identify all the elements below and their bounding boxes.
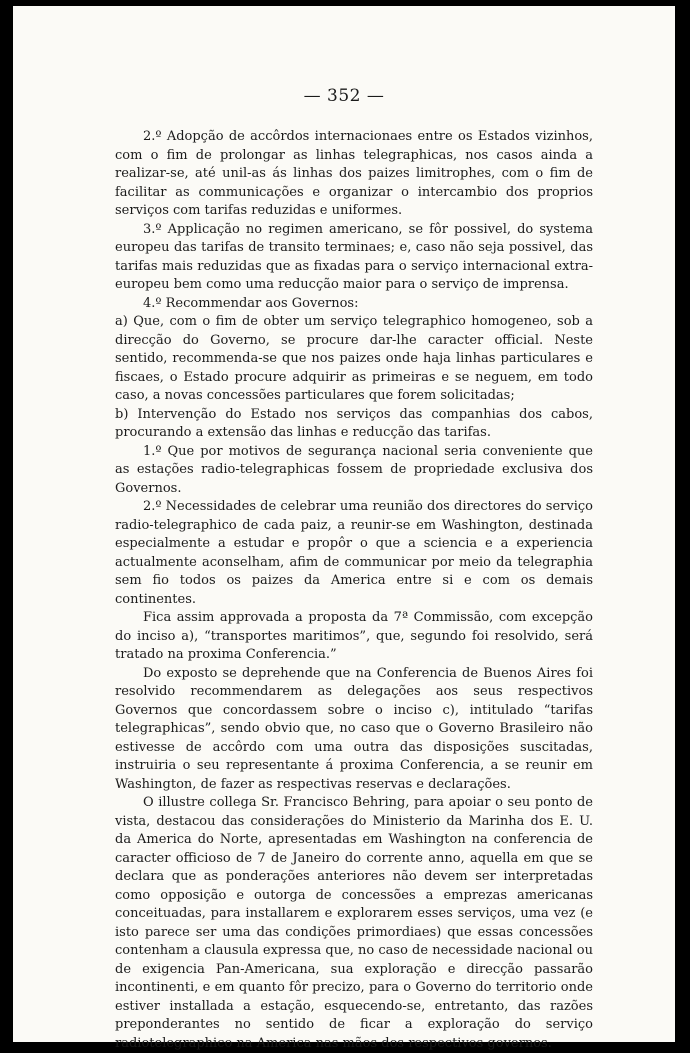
- paragraph-behring: O illustre collega Sr. Francisco Behring, para apoiar o seu ponto de vista, destacou das considerações do Ministerio da Marinha dos E. U. da America do Norte, apresentadas em Washington na conferencia de caracter officioso de 7 de Janeiro do corrente anno, aquella em que se declara que as ponderações anteriores não devem ser interpretadas como opposição e outorga de concessões a emprezas americanas conceituadas, para installarem e explorarem esses serviços, uma vez (e isto parece ser uma das condições primordiaes) que essas concessões contenham a clausula expressa que, no caso de necessidade nacional ou de exigencia Pan-Americana, sua exploração e direcção passarão incontinenti, e em quanto fôr precizo, para o Governo do territorio onde estiver installada a estação, esquecendo-se, entretanto, das razões preponderantes no sentido de ficar a exploração do serviço radiotelegraphico na America nas mãos dos respectivos governos.: [115, 795, 593, 1051]
- page-number: — 352 —: [303, 86, 385, 106]
- paragraph-item-3-tariffs: 3.º Applicação no regimen americano, se fôr possivel, do systema europeu das tarifas de transito terminaes; e, caso não seja possivel, das tarifas mais reduzidas que as fixadas para o serviço internacional extra-europeu bem como uma reducção maior para o serviço de imprensa.: [115, 221, 593, 292]
- paragraph-item-2-agreements: 2.º Adopção de accôrdos internacionaes entre os Estados vizinhos, com o fim de prolongar as linhas telegraphicas, nos casos ainda a realizar-se, até unil-as ás linhas dos paizes limitrophes, com o fim de facilitar as communicações e organizar o intercambio dos proprios serviços com tarifas reduzidas e uniformes.: [115, 129, 593, 218]
- paragraph-item-4-recommend: 4.º Recommendar aos Governos:: [143, 295, 359, 311]
- paragraph-subitem-b: b) Intervenção do Estado nos serviços das companhias dos cabos, procurando a extensão das linhas e reducção das tarifas.: [115, 406, 593, 440]
- paragraph-subitem-a: a) Que, com o fim de obter um serviço telegraphico homogeneo, sob a direcção do Governo, se procure dar-lhe caracter official. Neste sentido, recommenda-se que nos paizes onde haja linhas particulares e fiscaes, o Estado procure adquirir as primeiras e se neguem, em todo caso, a novas concessões particulares que forem solicitadas;: [115, 314, 593, 403]
- paragraph-radio-item-1: 1.º Que por motivos de segurança nacional seria conveniente que as estações radio-telegraphicas fossem de propriedade exclusiva dos Governos.: [115, 443, 593, 496]
- document-page: [13, 6, 675, 1051]
- paragraph-radio-item-2: 2.º Necessidades de celebrar uma reunião dos directores do serviço radio-telegraphico de cada paiz, a reunir-se em Washington, destinada especialmente a estudar e propôr o que a sciencia e a experiencia actualmente aconselham, afim de communicar por meio da telegraphia sem fio todos os paizes da America entre si e com os demais continentes.: [115, 499, 593, 607]
- body-text: [115, 128, 593, 1053]
- paragraph-approval: Fica assim approvada a proposta da 7ª Commissão, com excepção do inciso a), “transportes maritimos”, que, segundo foi resolvido, será tratado na proxima Conferencia.”: [115, 610, 593, 662]
- paragraph-conclusion: Do exposto se deprehende que na Conferencia de Buenos Aires foi resolvido recommendarem as delegações aos seus respectivos Governos que concordassem sobre o inciso c), intitulado “tarifas telegraphicas”, sendo obvio que, no caso que o Governo Brasileiro não estivesse de accôrdo com uma outra das disposições suscitadas, instruiria o seu representante á proxima Conferencia, a se reunir em Washington, de fazer as respectivas reservas e declarações.: [115, 665, 593, 792]
